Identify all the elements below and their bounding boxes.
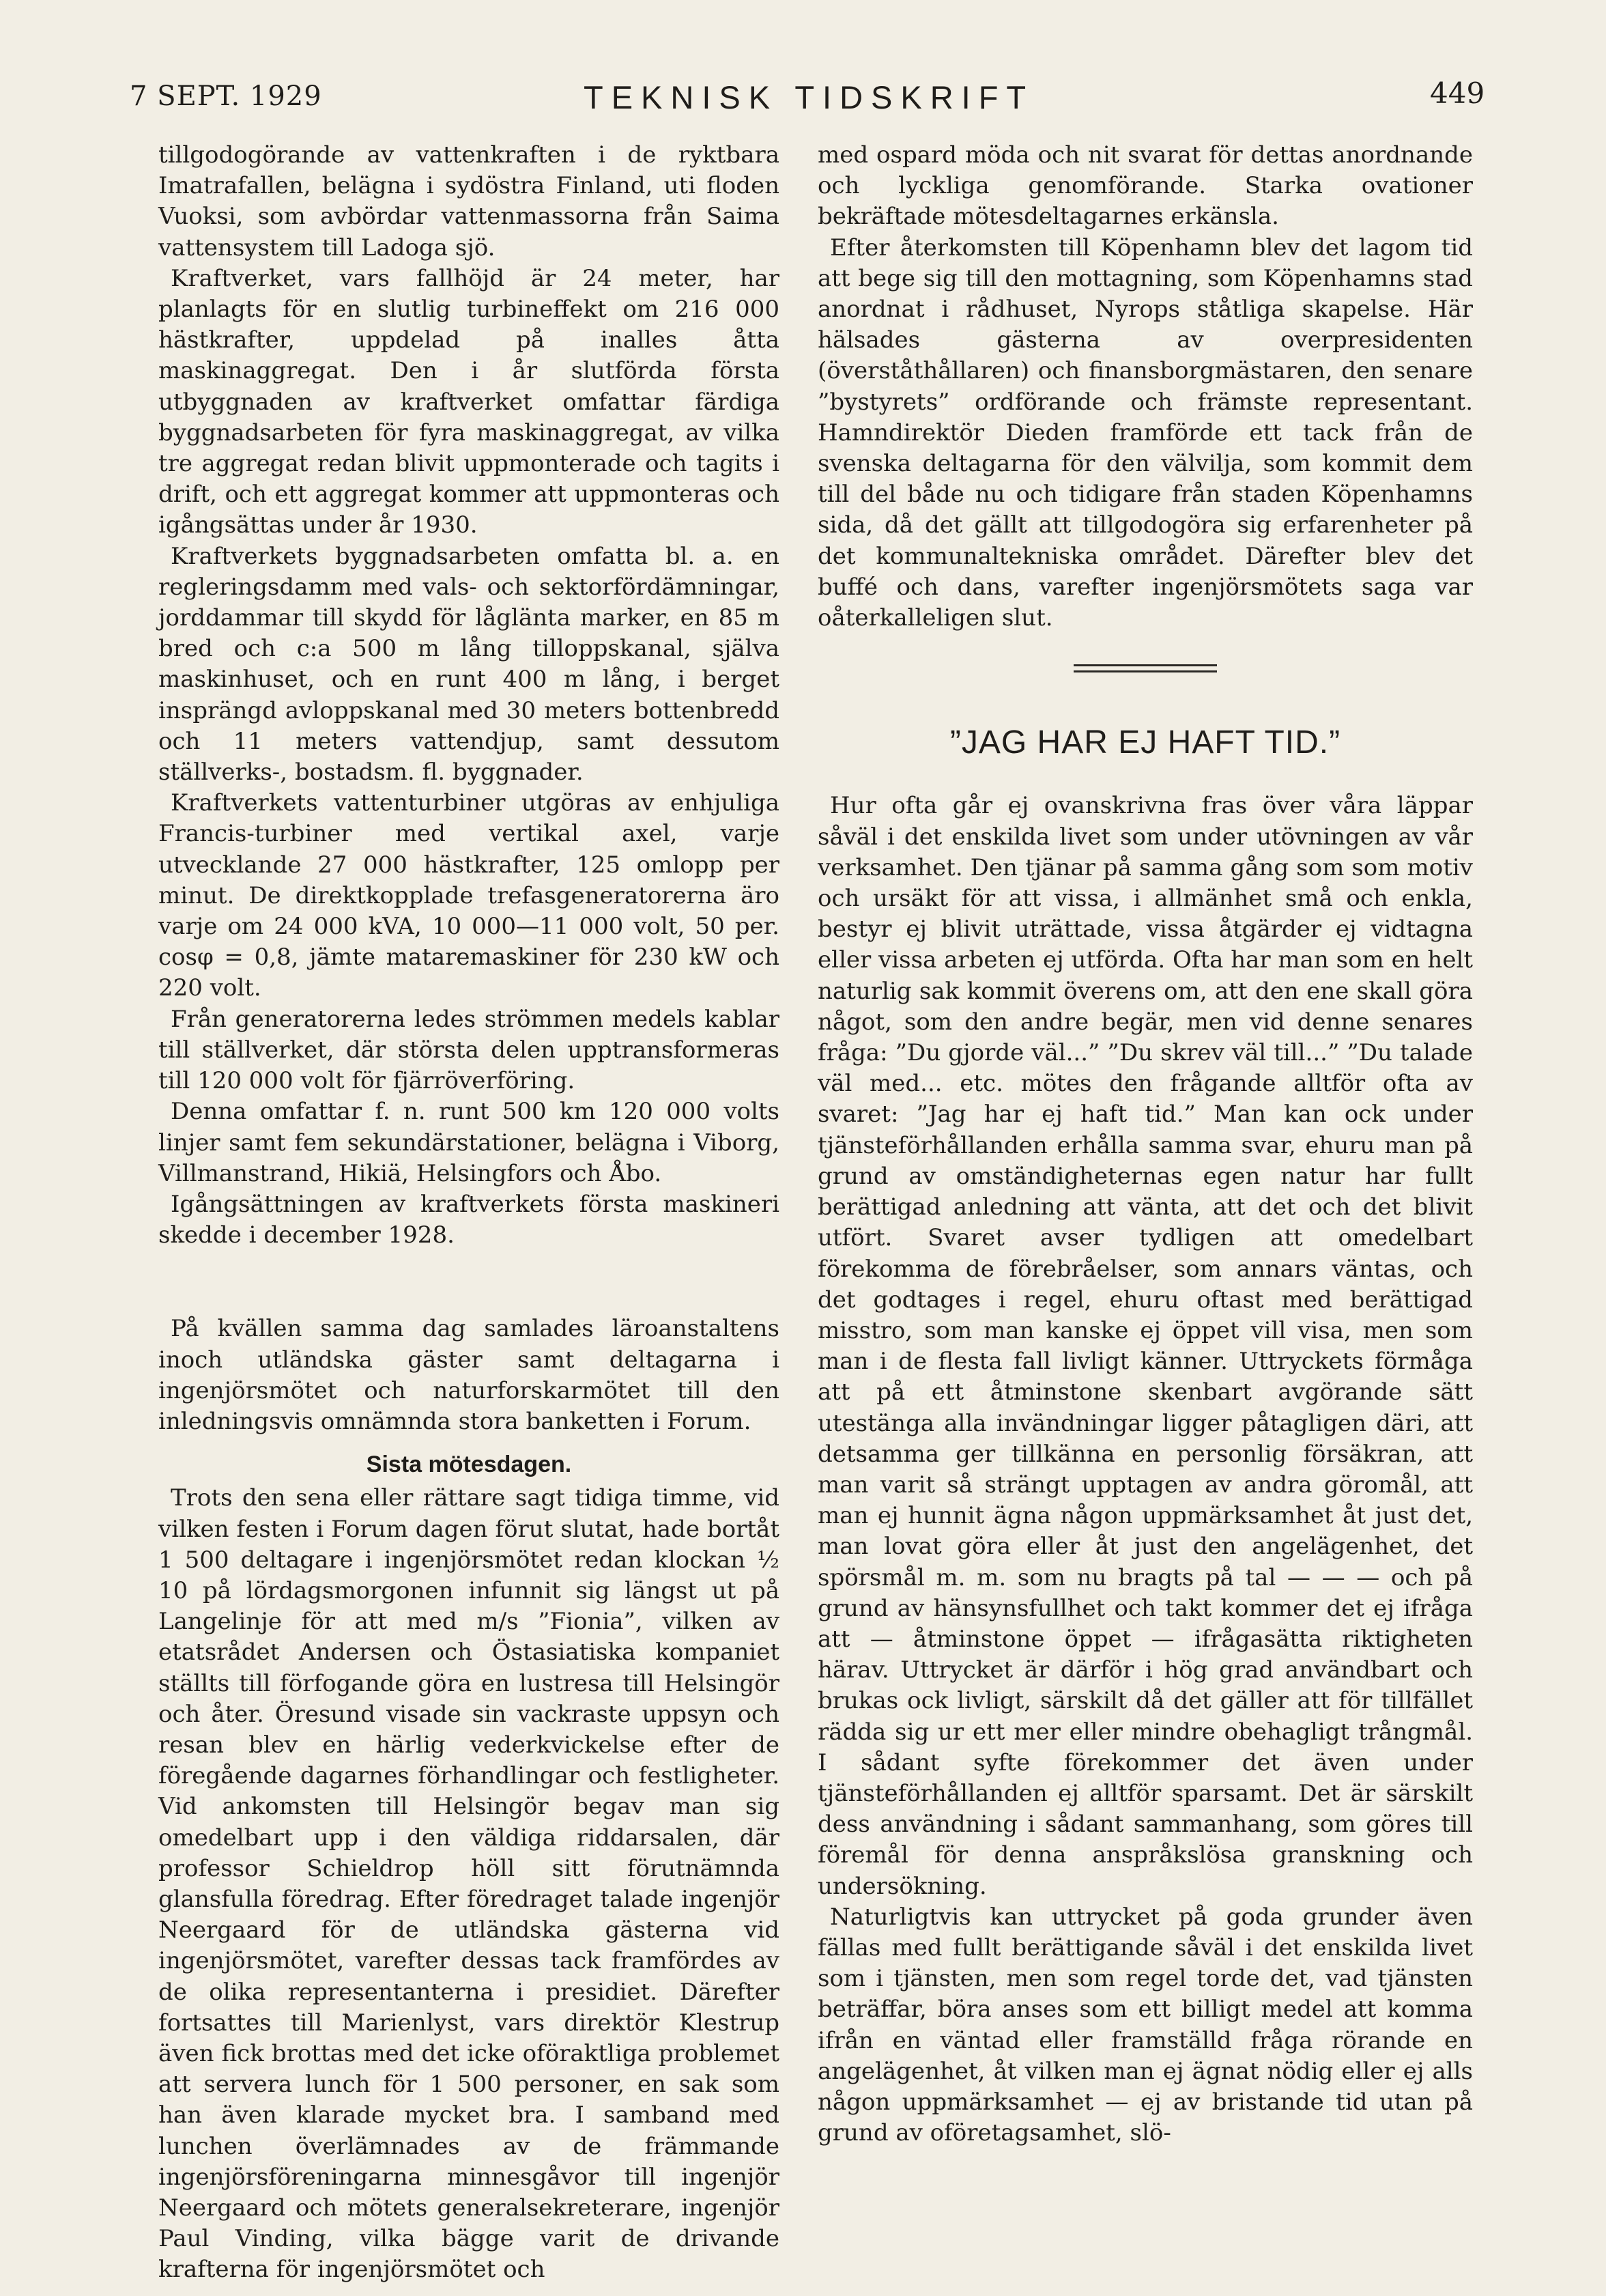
double-rule-divider: [1074, 664, 1217, 672]
left-paragraph-7: Igångsättningen av kraftverkets första maskineri skedde i december 1928.: [158, 1190, 779, 1249]
left-paragraph-2: Kraftverket, vars fallhöjd är 24 meter, har planlagts för en slutlig turbineffekt om 216 000 hästkrafter, uppdelad på inalles åtta maskinaggregat. Den i år slutförda första utbyggnaden av kraftverket omfattar färdiga byggnadsarbeten för fyra maskinaggregat, av vilka tre aggregat redan blivit uppmonterade och tagits i drift, och ett aggregat kommer att uppmonteras och igångsättas under år 1930.: [158, 264, 779, 539]
header-journal-title: TEKNISK TIDSKRIFT: [584, 79, 1035, 115]
section-subheading: Sista mötesdagen.: [366, 1451, 572, 1478]
right-column: [818, 140, 1473, 2149]
left-paragraph-8: På kvällen samma dag samlades läroanstaltens inoch utländska gäster samt deltagarna i ingenjörsmötet och naturforskarmötet till den inledningsvis omnämnda stora banketten i Forum.: [158, 1315, 779, 1435]
article-title: ”JAG HAR EJ HAFT TID.”: [949, 724, 1341, 761]
left-paragraph-1: tillgodogörande av vattenkraften i de ryktbara Imatrafallen, belägna i sydöstra Finland, uti floden Vuoksi, som avbördar vattenmassorna från Saima vattensystem till Ladoga sjö.: [158, 141, 779, 261]
right-paragraph-1: med ospard möda och nit svarat för dettas anordnande och lyckliga genomförande. Starka ovationer bekräftade mötesdeltagarnes erkänsla.: [818, 141, 1473, 231]
header-page-number: 449: [1430, 76, 1485, 110]
header-date: 7 SEPT. 1929: [130, 81, 322, 112]
left-paragraph-5: Från generatorerna ledes strömmen medels kablar till ställverket, där största delen upptransformeras till 120 000 volt för fjärröverföring.: [158, 1005, 779, 1095]
left-paragraph-4: Kraftverkets vattenturbiner utgöras av enhjuliga Francis-turbiner med vertikal axel, varje utvecklande 27 000 hästkrafter, 125 omlopp per minut. De direktkopplade trefasgeneratorerna äro varje om 24 000 kVA, 10 000—11 000 volt, 50 per. cosφ = 0,8, jämte mataremaskiner för 230 kW och 220 volt.: [158, 789, 779, 1002]
left-paragraph-9: Trots den sena eller rättare sagt tidiga timme, vid vilken festen i Forum dagen förut slutat, hade bortåt 1 500 deltagare i ingenjörsmötet redan klockan ½ 10 på lördagsmorgonen infunnit sig längst ut på Langelinje för att med m/s ”Fionia”, vilken av etatsrådet Andersen och Östasiatiska kompaniet ställts till förfogande göra en lustresa till Helsingör och åter. Öresund visade sin vackraste uppsyn och resan blev en härlig vederkvickelse efter de föregående dagarnes förhandlingar och festligheter. Vid ankomsten till Helsingör begav man sig omedelbart upp i den väldiga riddarsalen, där professor Schieldrop höll sitt förutnämnda glansfulla föredrag. Efter föredraget talade ingenjör Neergaard för de utländska gästerna vid ingenjörsmötet, varefter dessas tack framfördes av de olika representanterna i presidiet. Därefter fortsattes till Marienlyst, vars direktör Klestrup även fick brottas med det icke oföraktliga problemet att servera lunch för 1 500 personer, en sak som han även klarade mycket bra. I samband med lunchen överlämnades av de främmande ingenjörsföreningarna minnesgåvor till ingenjör Neergaard och mötets generalsekreterare, ingenjör Paul Vinding, vilka bägge varit de drivande krafterna för ingenjörsmötet och: [158, 1484, 779, 2284]
right-paragraph-2: Efter återkomsten till Köpenhamn blev det lagom tid att bege sig till den mottagning, som Köpenhamns stad anordnat i rådhuset, Nyrops ståtliga skapelse. Här hälsades gästerna av overpresidenten (överståthållaren) och finansborgmästaren, den senare ”bystyrets” ordförande och främste representant. Hamndirektör Dieden framförde ett tack från de svenska deltagarna för den välvilja, som kommit dem till del både nu och tidigare från staden Köpenhamns sida, då det gällt att tillgodogöra sig erfarenheter på det kommunaltekniska området. Därefter blev det buffé och dans, varefter ingenjörsmötets saga var oåterkalleligen slut.: [818, 233, 1473, 632]
section-gap: [158, 1251, 779, 1314]
left-paragraph-3: Kraftverkets byggnadsarbeten omfatta bl. a. en regleringsdamm med vals- och sektorfördämningar, jorddammar till skydd för låglänta marker, en 85 m bred och c:a 500 m lång tilloppskanal, själva maskinhuset, och en runt 400 m lång, i berget insprängd avloppskanal med 30 meters bottenbredd och 11 meters vattendjup, samt dessutom ställverks-, bostadsm. fl. byggnader.: [158, 542, 779, 786]
right-paragraph-4: Naturligtvis kan uttrycket på goda grunder även fällas med fullt berättigande såväl i det enskilda livet som i tjänsten, men som regel torde det, vad tjänsten beträffar, böra anses som ett billigt medel att komma ifrån en väntad eller framställd fråga rörande en angelägenhet, åt vilken man ej ägnat nödig eller ej alls någon uppmärksamhet — ej av bristande tid utan på grund av oföretagsamhet, slö-: [818, 1903, 1473, 2147]
left-column: [158, 140, 779, 2286]
left-paragraph-6: Denna omfattar f. n. runt 500 km 120 000 volts linjer samt fem sekundärstationer, belägna i Viborg, Villmanstrand, Hikiä, Helsingfors och Åbo.: [158, 1098, 779, 1187]
right-paragraph-3: Hur ofta går ej ovanskrivna fras över våra läppar såväl i det enskilda livet som under utövningen av vår verksamhet. Den tjänar på samma gång som som motiv och ursäkt för att vissa, i allmänhet små och enkla, bestyr ej blivit uträttade, vissa åtgärder ej vidtagna eller vissa arbeten ej utförda. Ofta har man som en helt naturlig sak kommit överens om, att den ene skall göra något, som den andre begär, men vid denne senares fråga: ”Du gjorde väl...” ”Du skrev väl till...” ”Du talade väl med... etc. mötes den frågande alltför ofta av svaret: ”Jag har ej haft tid.” Man kan ock under tjänsteförhållanden erhålla samma svar, ehuru man på grund av omständigheternas egen natur har fullt berättigad anledning att vänta, att det och det blivit utfört. Svaret avser tydligen att omedelbart förekomma de förebråelser, som annars väntas, och det godtages i regel, ehuru oftast med berättigad misstro, som man kanske ej öppet vill visa, men som man i de flesta fall livligt känner. Uttryckets förmåga att på ett åtminstone skenbart avgörande sätt utestänga alla invändningar ligger påtagligen däri, att detsamma ger tillkänna en personlig försäkran, att man varit så strängt upptagen av andra göromål, att man ej hunnit ägna någon uppmärksamhet åt just det, man lovat göra eller åt just den angelägenhet, det spörsmål m. m. som nu bragts på tal — — — och på grund av hänsynsfullhet och takt kommer det ej ifråga att — åtminstone öppet — ifrågasätta riktigheten härav. Uttrycket är därför i hög grad användbart och brukas ock livligt, särskilt då det gäller att för tillfället rädda sig ur ett mer eller mindre obehagligt trångmål. I sådant syfte förekommer det även under tjänsteförhållanden ej alltför sparsamt. Det är särskilt dess användning i sådant sammanhang, som göres till föremål för denna anspråkslösa granskning och undersökning.: [818, 792, 1473, 1900]
